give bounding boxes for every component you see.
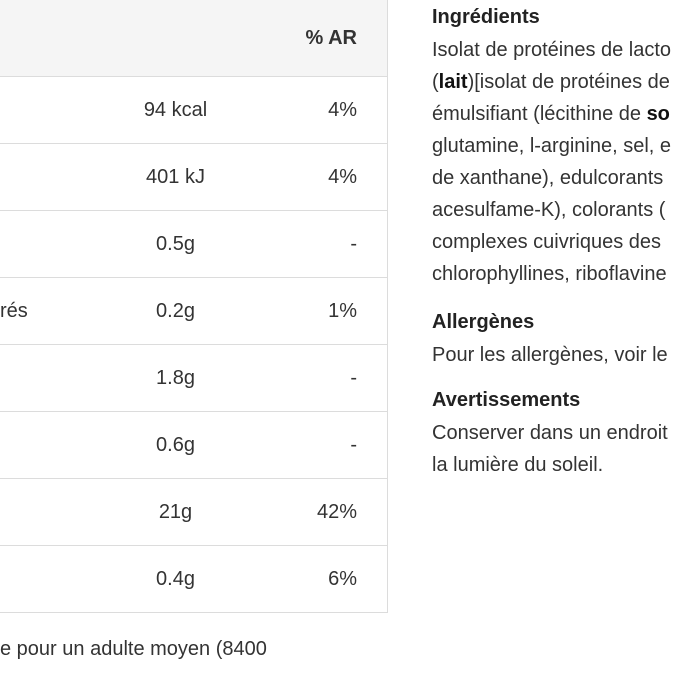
row-ar: 42% <box>316 501 357 523</box>
allergens-text: Pour les allergènes, voir le <box>432 344 668 366</box>
row-value: 21g <box>158 501 193 523</box>
table-row <box>0 345 387 412</box>
row-ar: - <box>350 367 357 389</box>
warnings-text <box>432 417 668 481</box>
column-header-ar: % AR <box>305 27 357 49</box>
row-value: 1.8g <box>156 367 195 389</box>
warnings-line: Conserver dans un endroit <box>432 422 668 444</box>
table-row <box>0 479 387 546</box>
warnings-line: la lumière du soleil. <box>432 454 604 476</box>
row-value: 94 kcal <box>143 99 208 121</box>
ingredients-line: )[isolat de protéines de <box>467 71 670 93</box>
nutrition-table <box>0 0 388 613</box>
row-value: 0.6g <box>156 434 195 456</box>
allergens-section <box>432 309 668 371</box>
table-footnote: e pour un adulte moyen (8400 <box>0 638 267 660</box>
row-value: 0.2g <box>156 300 195 322</box>
row-ar: 6% <box>328 568 357 590</box>
allergen-milk: lait <box>438 71 468 93</box>
row-ar: - <box>350 233 357 255</box>
table-row <box>0 546 387 613</box>
ingredients-heading: Ingrédients <box>432 6 540 28</box>
allergens-heading: Allergènes <box>432 311 535 333</box>
row-label: rés <box>0 300 28 322</box>
ingredients-line: émulsifiant (lécithine de <box>432 103 647 125</box>
row-value: 401 kJ <box>146 166 205 188</box>
row-value: 0.4g <box>156 568 195 590</box>
ingredients-line: glutamine, l-arginine, sel, e <box>432 135 672 157</box>
ingredients-line: acesulfame-K), colorants ( <box>432 199 666 221</box>
row-ar: 4% <box>328 99 357 121</box>
ingredients-line-open: ( <box>432 71 439 93</box>
table-header <box>0 0 387 77</box>
ingredients-line: Isolat de protéines de lacto <box>432 39 672 61</box>
ingredients-line: complexes cuivriques des <box>432 231 661 253</box>
ingredients-text <box>432 34 671 290</box>
table-row <box>0 144 387 211</box>
row-ar: 4% <box>328 166 357 188</box>
allergen-soy: so <box>646 103 670 125</box>
ingredients-line: chlorophyllines, riboflavine <box>432 263 667 285</box>
table-row <box>0 77 387 144</box>
table-row <box>0 211 387 278</box>
row-value: 0.5g <box>156 233 195 255</box>
warnings-section <box>432 387 668 481</box>
row-ar: 1% <box>328 300 357 322</box>
table-row <box>0 412 387 479</box>
warnings-heading: Avertissements <box>432 389 581 411</box>
row-ar: - <box>350 434 357 456</box>
table-row <box>0 278 387 345</box>
ingredients-section <box>432 4 671 290</box>
ingredients-line: de xanthane), edulcorants <box>432 167 664 189</box>
